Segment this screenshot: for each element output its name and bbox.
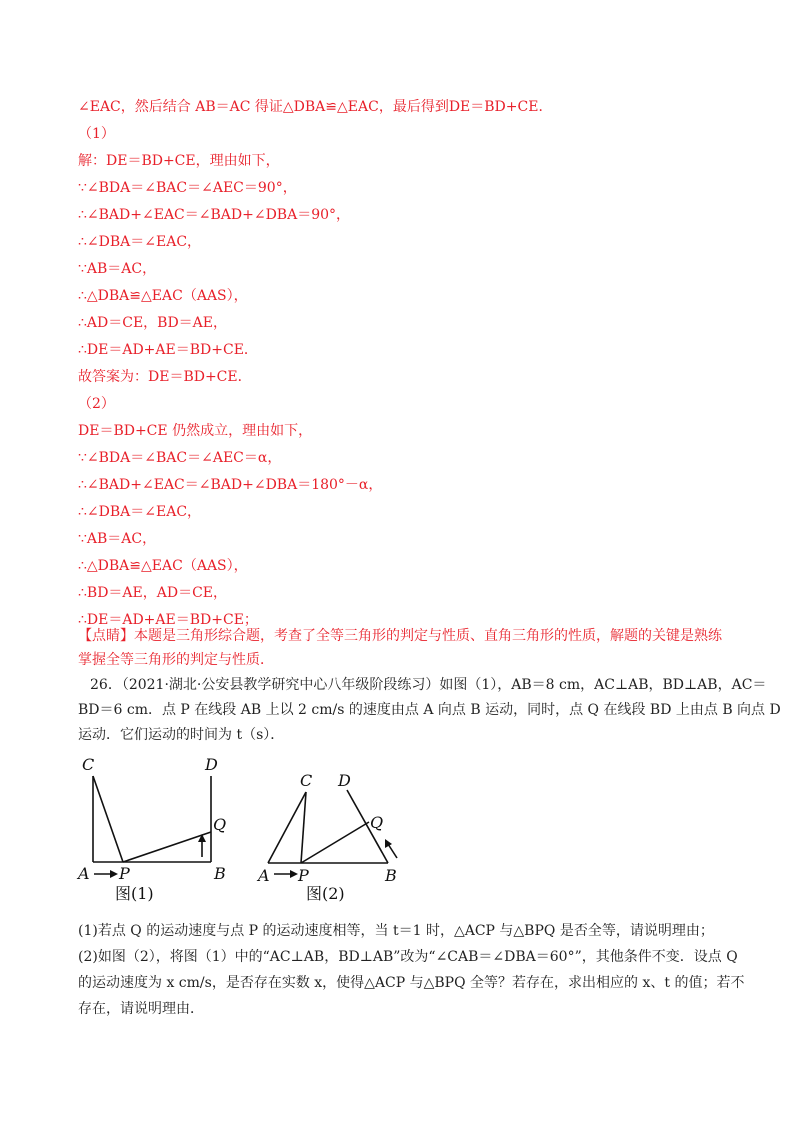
label-p: P [119, 864, 130, 883]
segment-cp [301, 792, 306, 863]
figure-1-caption: 图(1) [115, 884, 154, 902]
solution-line: ∴△DBA≌△EAC（AAS）， [78, 558, 248, 574]
segment-cp [93, 776, 123, 862]
arrowhead-right-icon [110, 870, 118, 878]
keypoint-block [78, 624, 728, 672]
label-q: Q [370, 813, 384, 832]
label-q: Q [213, 815, 227, 834]
solution-line: ∵AB＝AC， [78, 531, 157, 547]
arrowhead-right-icon [290, 870, 298, 878]
solution-line: 故答案为：DE＝BD+CE． [78, 369, 252, 385]
segment-pq [123, 832, 211, 862]
question-line: 26．（2021·湖北·公安县教学研究中心八年级阶段练习）如图（1），AB＝8 cm，AC⊥AB，BD⊥AB，AC＝ [90, 677, 767, 693]
solution-line: ∠EAC，然后结合 AB＝AC 得证△DBA≌△EAC，最后得到DE＝BD+CE． [78, 99, 553, 115]
label-p: P [298, 866, 309, 885]
segment-pq [301, 822, 369, 863]
subquestion-line: (2)如图（2），将图（1）中的“AC⊥AB，BD⊥AB”改为“∠CAB＝∠DBA＝60°”，其他条件不变．设点 Q [78, 949, 738, 965]
question-line: BD＝6 cm．点 P 在线段 AB 上以 2 cm/s 的速度由点 A 向点 B 运动，同时，点 Q 在线段 BD 上由点 B 向点 D [78, 702, 781, 718]
label-a: A [78, 864, 90, 883]
keypoint-line: 掌握全等三角形的判定与性质． [78, 652, 274, 668]
subquestion-line: (1)若点 Q 的运动速度与点 P 的运动速度相等，当 t＝1 时，△ACP 与△BPQ 是否全等，请说明理由； [78, 923, 714, 939]
subquestion-line: 的运动速度为 x cm/s，是否存在实数 x，使得△ACP 与△BPQ 全等？若存在，求出相应的 x、t 的值；若不 [78, 975, 745, 991]
solution-line: ∵∠BDA＝∠BAC＝∠AEC＝90°， [78, 180, 297, 196]
label-a: A [258, 866, 270, 885]
arrow-q-up [388, 844, 397, 858]
solution-line: ∵AB＝AC， [78, 261, 157, 277]
label-b: B [214, 864, 226, 883]
solution-line: ∴AD＝CE，BD＝AE， [78, 315, 228, 331]
question-26 [78, 673, 781, 748]
solution-line: ∴∠BAD+∠EAC＝∠BAD+∠DBA＝90°， [78, 207, 351, 223]
solution-line: （2） [78, 396, 115, 412]
solution-line: ∴∠DBA＝∠EAC， [78, 504, 202, 520]
solution-line: ∴DE＝AD+AE＝BD+CE； [78, 612, 258, 628]
figure-2-caption: 图(2) [306, 884, 345, 902]
solution-line: 解：DE＝BD+CE，理由如下， [78, 153, 280, 169]
solution-line: ∴BD＝AE，AD＝CE， [78, 585, 228, 601]
solution-line: ∴△DBA≌△EAC（AAS）， [78, 288, 248, 304]
figure-1 [72, 752, 252, 902]
figure-2 [254, 752, 414, 902]
segment-ac [268, 792, 306, 863]
question-line: 运动．它们运动的时间为 t（s）． [78, 727, 285, 743]
label-d: D [338, 771, 351, 790]
label-d: D [205, 755, 218, 774]
label-b: B [385, 866, 397, 885]
label-c: C [300, 771, 313, 790]
solution-line: ∴∠BAD+∠EAC＝∠BAD+∠DBA＝180°－α， [78, 477, 383, 493]
solution-block [78, 94, 728, 634]
solution-line: ∴∠DBA＝∠EAC， [78, 234, 202, 250]
solution-line: ∴DE＝AD+AE＝BD+CE． [78, 342, 258, 358]
subquestions-block [78, 918, 745, 1022]
subquestion-line: 存在，请说明理由． [78, 1001, 204, 1017]
keypoint-line: 【点睛】本题是三角形综合题，考查了全等三角形的判定与性质、直角三角形的性质，解题的关键是熟练 [78, 628, 722, 644]
solution-line: DE＝BD+CE 仍然成立，理由如下， [78, 423, 313, 439]
solution-line: （1） [78, 126, 115, 142]
arrowhead-up-icon [385, 839, 392, 848]
solution-line: ∵∠BDA＝∠BAC＝∠AEC＝α， [78, 450, 282, 466]
label-c: C [82, 755, 95, 774]
